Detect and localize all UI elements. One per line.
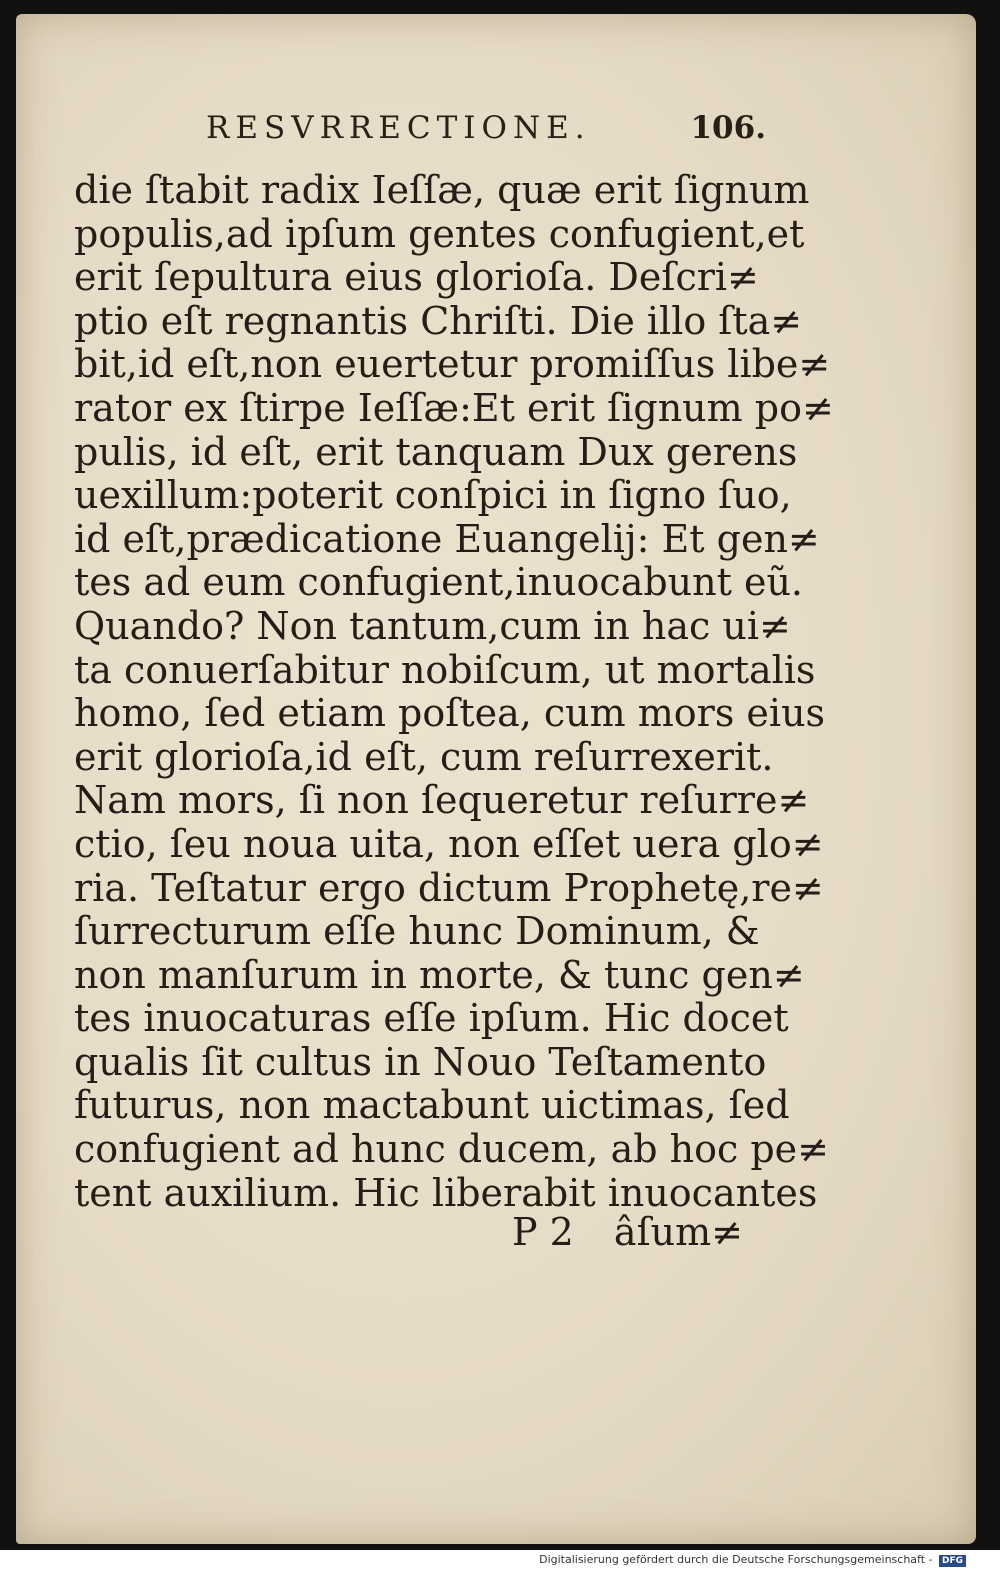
text-line: tent auxilium. Hic liberabit inuocantes: [74, 1170, 818, 1215]
book-page: [16, 14, 976, 1544]
text-line: ria. Teſtatur ergo dictum Prophetę,re≠: [74, 865, 824, 910]
text-line: erit ſepultura eius glorioſa. Deſcri≠: [74, 255, 759, 300]
footer-credit: Digitalisierung gefördert durch die Deutsche Forschungsgemeinschaft -: [539, 1553, 933, 1566]
signature-and-catchword: [512, 1210, 743, 1254]
dfg-logo-icon: DFG: [939, 1555, 966, 1567]
text-line: ta conuerſabitur nobiſcum, ut mortalis: [74, 647, 816, 692]
text-line: homo, ſed etiam poſtea, cum mors eius: [74, 691, 826, 736]
text-line: ptio eſt regnantis Chriſti. Die illo ſta≠: [74, 298, 803, 343]
digitization-footer: [539, 1553, 966, 1567]
page-number: 106.: [690, 110, 766, 146]
text-line: populis,ad ipſum gentes confugient,et: [74, 211, 805, 256]
text-line: erit glorioſa,id eſt, cum reſurrexerit.: [74, 734, 774, 779]
text-line: confugient ad hunc ducem, ab hoc pe≠: [74, 1127, 829, 1172]
text-line: bit,id eſt,non euertetur promiſſus libe≠: [74, 342, 831, 387]
text-line: qualis ſit cultus in Nouo Teſtamento: [74, 1039, 767, 1084]
text-line: tes ad eum confugient,inuocabunt eũ.: [74, 560, 804, 605]
text-line: ctio, ſeu noua uita, non eſſet uera glo≠: [74, 821, 824, 866]
text-line: Quando? Non tantum,cum in hac ui≠: [74, 603, 791, 648]
text-line: futurus, non mactabunt uictimas, ſed: [74, 1083, 790, 1128]
text-line: rator ex ſtirpe Ieſſæ:Et erit ſignum po≠: [74, 385, 834, 430]
text-line: die ſtabit radix Ieſſæ, quæ erit ſignum: [74, 168, 810, 212]
text-line: Nam mors, ſi non ſequeretur reſurre≠: [74, 778, 810, 823]
text-line: non manſurum in morte, & tunc gen≠: [74, 952, 805, 997]
text-line: ſurrecturum eſſe hunc Dominum, &: [74, 909, 760, 954]
page-header: [206, 110, 766, 150]
body-text: [74, 168, 834, 1215]
running-head: RESVRRECTIONE.: [206, 110, 591, 146]
catchword: âſum≠: [613, 1210, 743, 1254]
text-line: tes inuocaturas eſſe ipſum. Hic docet: [74, 996, 789, 1041]
text-line: pulis, id eſt, erit tanquam Dux gerens: [74, 429, 798, 474]
signature-mark: P 2: [512, 1210, 574, 1254]
text-line: uexillum:poterit conſpici in ſigno ſuo,: [74, 473, 792, 518]
text-line: id eſt,prædicatione Euangelij: Et gen≠: [74, 516, 820, 561]
